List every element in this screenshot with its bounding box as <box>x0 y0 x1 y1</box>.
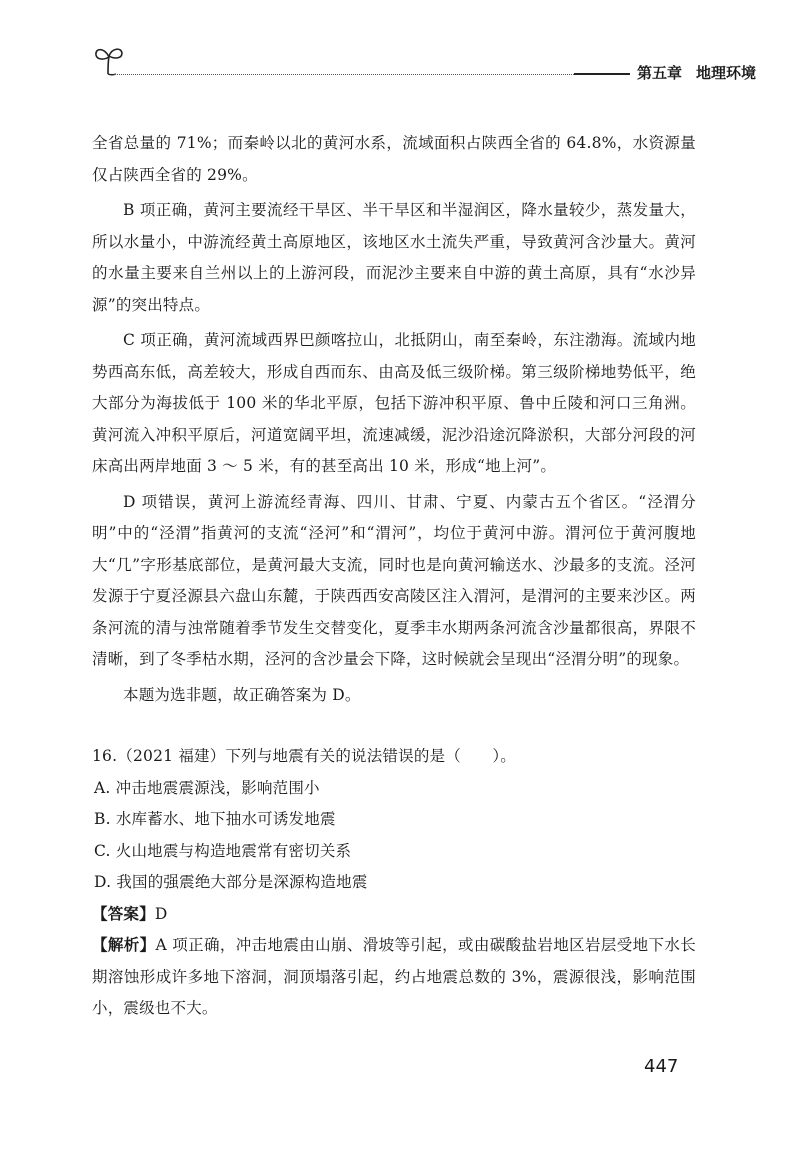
question-option-d: D. 我国的强震绝大部分是深源构造地震 <box>94 873 368 891</box>
paragraph-option-d: D 项错误，黄河上游流经青海、四川、甘肃、宁夏、内蒙古五个省区。“泾渭分明”中的“泾渭”指黄河的支流“泾河”和“渭河”，均位于黄河中游。渭河位于黄河腹地大“几”字形基底部位，是黄河最大支流，同时也是向黄河输送水、沙最多的支流。泾河发源于宁夏泾源县六盘山东麓，于陕西西安高陵区注入渭河，是渭河的主要来沙区。两条河流的清与浊常随着季节发生交替变化，夏季丰水期两条河流含沙量都很高，界限不清晰，到了冬季枯水期，泾河的含沙量会下降，这时候就会呈现出“泾渭分明”的现象。 <box>92 492 696 668</box>
analysis-text: A 项正确，冲击地震由山崩、滑坡等引起，或由碳酸盐岩地区岩层受地下水长期溶蚀形成许多地下溶洞，洞顶塌落引起，约占地震总数的 3%，震源很浅，影响范围小，震级也不大。 <box>92 936 696 1017</box>
answer-value: D <box>154 904 168 923</box>
chapter-title <box>637 62 756 83</box>
paragraph-option-b: B 项正确，黄河主要流经干旱区、半干旱区和半湿润区，降水量较少，蒸发量大，所以水量小，中游流经黄土高原地区，该地区水土流失严重，导致黄河含沙量大。黄河的水量主要来自兰州以上的上游河段，而泥沙主要来自中游的黄土高原，具有“水沙异源”的突出特点。 <box>92 201 696 314</box>
sprout-icon <box>92 44 126 76</box>
paragraph-continuation: 全省总量的 71%；而秦岭以北的黄河水系，流域面积占陕西全省的 64.8%，水资源量仅占陕西全省的 29%。 <box>92 134 696 184</box>
chapter-number: 第五章 <box>637 64 683 82</box>
question-stem: 16.（2021 福建）下列与地震有关的说法错误的是（ ）。 <box>92 747 516 765</box>
paragraph-option-c: C 项正确，黄河流域西界巴颜喀拉山，北抵阴山，南至秦岭，东注渤海。流域内地势西高东低，高差较大，形成自西而东、由高及低三级阶梯。第三级阶梯地势低平，绝大部分为海拔低于 100 米的华北平原，包括下游冲积平原、鲁中丘陵和河口三角洲。黄河流入冲积平原后，河道宽阔平坦，流速减缓，泥沙沿途沉降淤积，大部分河段的河床高出两岸地面 3 ～ 5 米，有的甚至高出 10 米，形成“地上河”。 <box>92 331 696 475</box>
header-dotted-rule <box>114 74 574 75</box>
page-header <box>92 44 757 84</box>
chapter-name: 地理环境 <box>696 64 757 82</box>
page-number: 447 <box>644 1056 679 1077</box>
question-option-c: C. 火山地震与构造地震常有密切关系 <box>94 841 352 860</box>
question-option-b: B. 水库蓄水、地下抽水可诱发地震 <box>94 810 336 828</box>
answer-line <box>92 899 696 931</box>
answer-label: 【答案】 <box>92 904 155 923</box>
header-solid-rule <box>574 73 630 75</box>
question-option-a: A. 冲击地震震源浅，影响范围小 <box>94 778 320 797</box>
analysis-label: 【解析】 <box>92 936 156 954</box>
analysis-paragraph <box>92 930 696 1025</box>
paragraph-conclusion: 本题为选非题，故正确答案为 D。 <box>123 685 361 704</box>
page-body <box>92 128 696 1025</box>
